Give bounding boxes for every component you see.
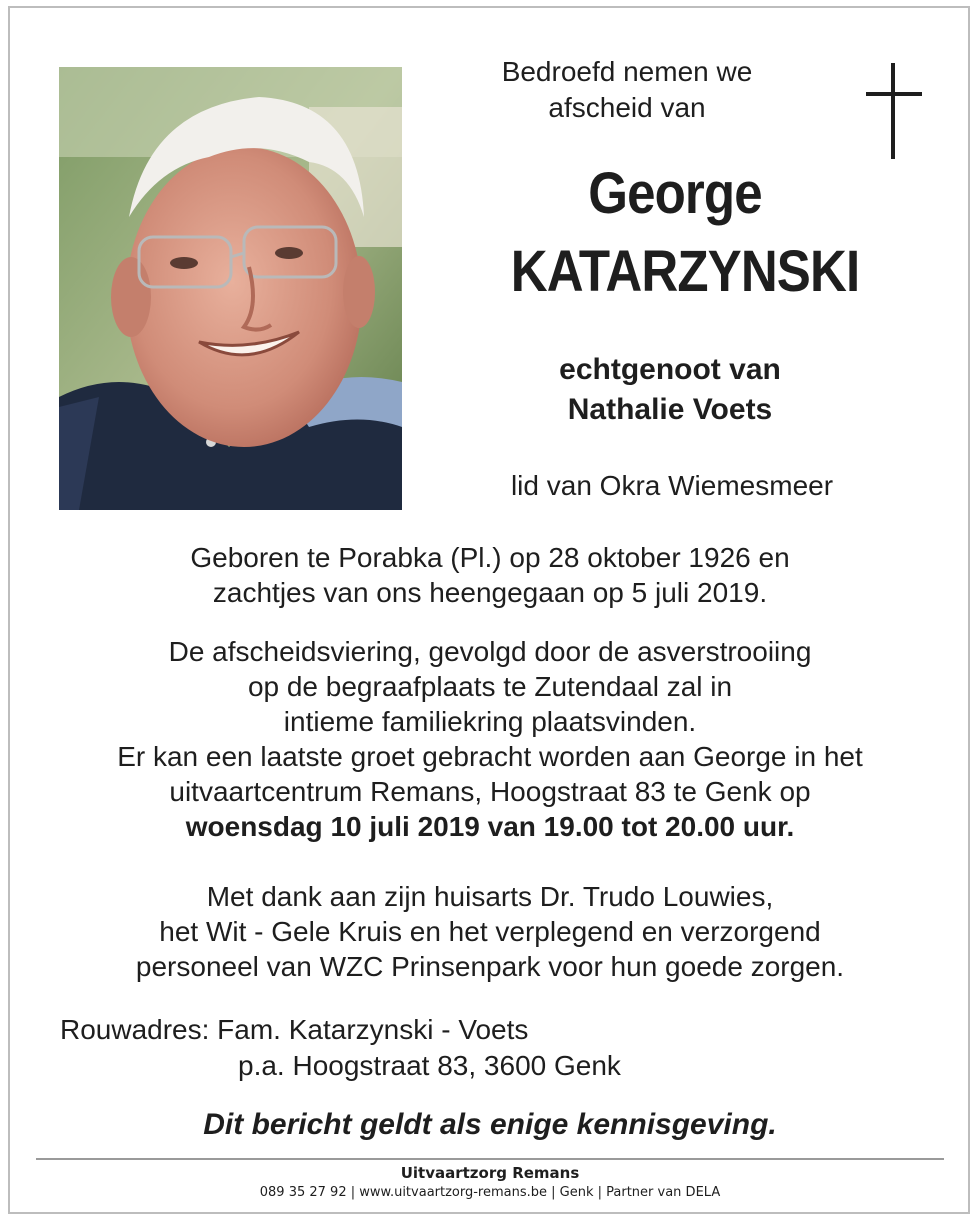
ceremony-line: intieme familiekring plaatsvinden. — [283, 706, 697, 737]
address-line: Rouwadres: Fam. Katarzynski - Voets — [60, 1014, 529, 1045]
intro-line: Bedroefd nemen we — [501, 56, 753, 87]
footer-company: Uitvaartzorg Remans — [400, 1164, 580, 1182]
footer-divider — [36, 1158, 944, 1160]
birth-death-text — [40, 540, 940, 610]
spouse-line: Nathalie Voets — [567, 393, 773, 426]
cross-icon — [866, 63, 922, 159]
ceremony-time: woensdag 10 juli 2019 van 19.00 tot 20.00 uur. — [185, 811, 795, 842]
intro-text — [444, 54, 810, 126]
ceremony-line: op de begraafplaats te Zutendaal zal in — [247, 671, 733, 702]
notice-text: Dit bericht geldt als enige kennisgeving. — [203, 1108, 777, 1141]
membership-text: lid van Okra Wiemesmeer — [510, 470, 834, 501]
portrait-photo — [59, 67, 402, 510]
intro-line: afscheid van — [548, 92, 706, 123]
spouse-text — [470, 350, 870, 430]
born-line: zachtjes van ons heengegaan op 5 juli 2019. — [212, 577, 768, 608]
born-line: Geboren te Porabka (Pl.) op 28 oktober 1926 en — [190, 542, 790, 573]
spouse-line: echtgenoot van — [559, 353, 781, 386]
thanks-line: Met dank aan zijn huisarts Dr. Trudo Louwies, — [206, 881, 774, 912]
ceremony-text — [40, 634, 940, 844]
thanks-line: personeel van WZC Prinsenpark voor hun goede zorgen. — [135, 951, 845, 982]
ceremony-line: uitvaartcentrum Remans, Hoogstraat 83 te Genk op — [169, 776, 811, 807]
footer-contact-info: 089 35 27 92 | www.uitvaartzorg-remans.be | Genk | Partner van DELA — [259, 1185, 721, 1200]
ceremony-line: De afscheidsviering, gevolgd door de asverstrooiing — [168, 636, 812, 667]
ceremony-line: Er kan een laatste groet gebracht worden aan George in het — [117, 741, 863, 772]
thanks-line: het Wit - Gele Kruis en het verplegend en verzorgend — [159, 916, 821, 947]
mourning-address — [60, 1012, 621, 1084]
deceased-first-name: George — [588, 161, 762, 226]
thanks-text — [40, 879, 940, 984]
address-line: p.a. Hoogstraat 83, 3600 Genk — [238, 1050, 621, 1081]
deceased-last-name: KATARZYNSKI — [510, 239, 860, 304]
